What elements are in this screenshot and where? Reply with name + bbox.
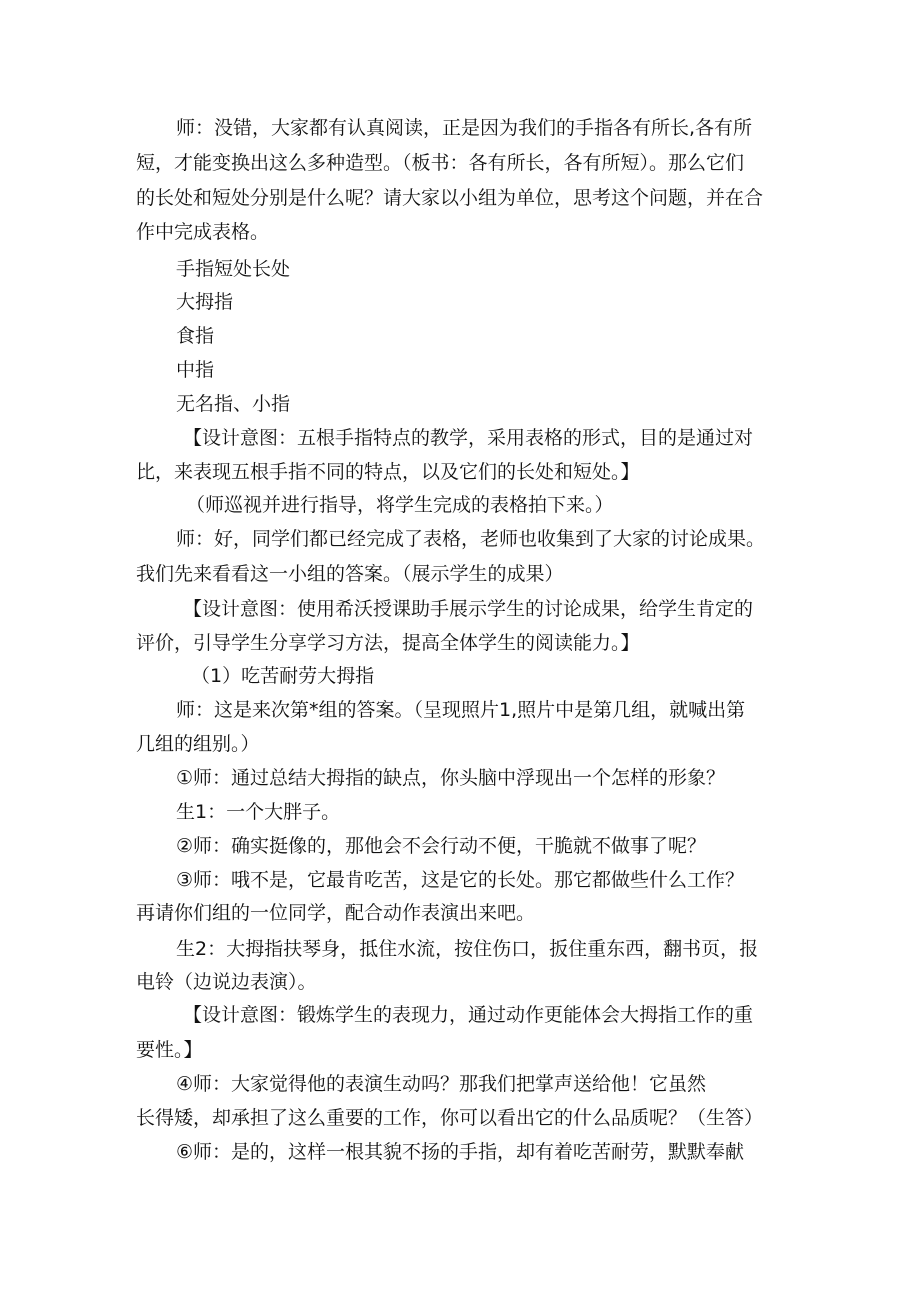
paragraph-line: （师巡视并进行指导，将学生完成的表格拍下来。） [186,494,614,516]
paragraph-line: ⑥师：是的，这样一根其貌不扬的手指，却有着吃苦耐劳，默默奉献 [176,1141,745,1163]
paragraph-line: 师：这是来次第*组的答案。（呈现照片1,照片中是第几组，就喊出第 [176,699,746,721]
paragraph-line: ①师：通过总结大拇指的缺点，你头脑中浮现出一个怎样的形象？ [176,767,726,789]
design-intent-line: 要性。】 [136,1039,203,1061]
paragraph-line: 电铃（边说边表演）。 [136,971,317,993]
table-header-line: 手指短处长处 [176,258,291,280]
design-intent-line: 【设计意图：锻炼学生的表现力，通过动作更能体会大拇指工作的重 [183,1004,754,1026]
table-row-label: 食指 [176,325,215,347]
paragraph-line: 师：好，同学们都已经完成了表格，老师也收集到了大家的讨论成果。 [176,528,766,550]
paragraph-line: 长得矮，却承担了这么重要的工作，你可以看出它的什么品质呢？（生答） [136,1107,764,1129]
paragraph-line: 生2：大拇指扶琴身，抵住水流，按住伤口，扳住重东西，翻书页，报 [176,938,759,960]
design-intent-line: 【设计意图：使用希沃授课助手展示学生的讨论成果，给学生肯定的 [183,598,754,620]
paragraph-line: 再请你们组的一位同学，配合动作表演出来吧。 [136,902,536,924]
paragraph-line: 师：没错，大家都有认真阅读，正是因为我们的手指各有所长,各有所 [176,117,753,139]
paragraph-line: ③师：哦不是，它最肯吃苦，这是它的长处。那它都做些什么工作？ [176,869,745,891]
paragraph-line: 几组的组别。） [136,733,260,755]
paragraph-line: 我们先来看看这一小组的答案。（展示学生的成果） [136,563,564,585]
paragraph-line: 生1：一个大胖子。 [176,801,341,823]
table-row-label: 无名指、小指 [176,393,291,415]
table-row-label: 大拇指 [176,291,234,313]
design-intent-line: 【设计意图：五根手指特点的教学，采用表格的形式，目的是通过对 [183,427,754,449]
paragraph-line: ②师：确实挺像的，那他会不会行动不便，干脆就不做事了呢？ [176,835,707,857]
design-intent-line: 比，来表现五根手指不同的特点，以及它们的长处和短处。】 [136,461,640,483]
table-row-label: 中指 [176,359,215,381]
section-heading: （1）吃苦耐劳大拇指 [191,665,375,687]
paragraph-line: 作中完成表格。 [136,221,270,243]
paragraph-line: 的长处和短处分别是什么呢？请大家以小组为单位，思考这个问题，并在合 [136,187,764,209]
design-intent-line: 评价，引导学生分享学习方法，提高全体学生的阅读能力。】 [136,632,640,654]
paragraph-line: 短，才能变换出这么多种造型。（板书：各有所长，各有所短）。那么它们 [136,152,745,174]
paragraph-line: ④师：大家觉得他的表演生动吗？那我们把掌声送给他！它虽然 [176,1073,707,1095]
